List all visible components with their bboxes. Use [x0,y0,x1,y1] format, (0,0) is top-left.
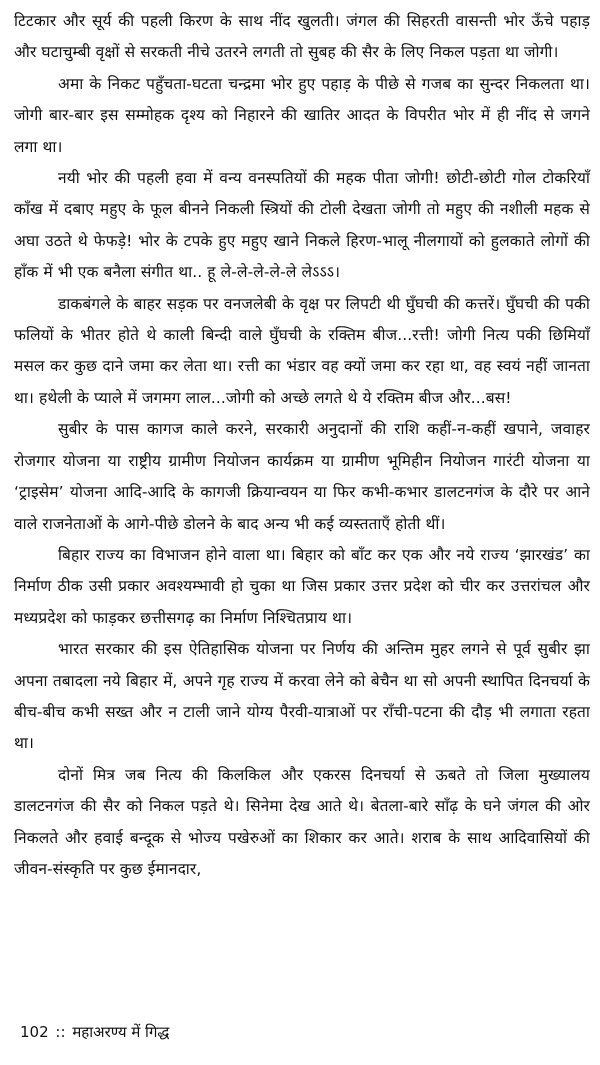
page-footer [20,1020,169,1044]
paragraph-1: टिटकार और सूर्य की पहली किरण के साथ नींद खुलती। जंगल की सिहरती वासन्ती भोर ऊँचे पहाड़ और घटाचुम्बी वृक्षों से सरकती नीचे उतरने लगती तो सुबह की सैर के लिए निकल पड़ता था जोगी। [14,12,590,62]
paragraph-4: डाकबंगले के बाहर सड़क पर वनजलेबी के वृक्ष पर लिपटी थी घुँघची की कत्तरें। घुँघची की पकी फलियों के भीतर होते थे काली बिन्दी वाले घुँघची के रक्तिम बीज...रत्ती! जोगी नित्य पकी छिमियाँ मसल कर कुछ दाने जमा कर लेता था। रत्ती का भंडार वह क्यों जमा कर रहा था, वह स्वयं नहीं जानता था। हथेली के प्याले में जगमग लाल...जोगी को अच्छे लगते थे ये रक्तिम बीज और...बस! [14,294,590,407]
footer-separator: :: [55,1023,66,1041]
paragraph-8: दोनों मित्र जब नित्य की किलकिल और एकरस दिनचर्या से ऊबते तो जिला मुख्यालय डालटनगंज की सैर को निकल पड़ते थे। सिनेमा देख आते थे। बेतला-बारे साँढ़ के घने जंगल की ओर निकलते और हवाई बन्दूक से भोज्य पखेरुओं का शिकार कर आते। शराब के साथ आदिवासियों की जीवन-संस्कृति पर कुछ ईमानदार, [14,765,590,878]
book-title: महाअरण्य में गिद्ध [72,1023,170,1041]
paragraph-6: बिहार राज्य का विभाजन होने वाला था। बिहार को बाँट कर एक और नये राज्य ‘झारखंड’ का निर्माण ठीक उसी प्रकार अवश्यम्भावी हो चुका था जिस प्रकार उत्तर प्रदेश को चीर कर उत्तरांचल और मध्यप्रदेश को फाड़कर छत्तीसगढ़ का निर्माण निश्चितप्राय था। [14,545,590,627]
page-number: 102 [20,1023,49,1041]
page-body [14,6,590,885]
paragraph-3: नयी भोर की पहली हवा में वन्य वनस्पतियों की महक पीता जोगी! छोटी-छोटी गोल टोकरियाँ काँख में दबाए महुए के फूल बीनने निकली स्त्रियों की टोली देखता जोगी तो महुए की नशीली महक से अघा उठते थे फेफड़े! भोर के टपके हुए महुए खाने निकले हिरण-भालू नीलगायों को हुलकाते लोगों की हाँक में भी एक बनैला संगीत था.. हू ले-ले-ले-ले-ले लेऽऽऽ। [14,169,591,282]
paragraph-7: भारत सरकार की इस ऐतिहासिक योजना पर निर्णय की अन्तिम मुहर लगने से पूर्व सुबीर झा अपना तबादला नये बिहार में, अपने गृह राज्य में करवा लेने को बेचैन था सो अपनी स्थापित दिनचर्या के बीच-बीच कभी सख्त और न टाली जाने योग्य पैरवी-यात्राओं पर राँची-पटना की दौड़ भी लगाता रहता था। [14,640,590,753]
paragraph-5: सुबीर के पास कागज काले करने, सरकारी अनुदानों की राशि कहीं-न-कहीं खपाने, जवाहर रोजगार योजना या राष्ट्रीय ग्रामीण नियोजन कार्यक्रम या ग्रामीण भूमिहीन नियोजन गारंटी योजना या ‘ट्राइसेम’ योजना आदि-आदि के कागजी क्रियान्वयन या फिर कभी-कभार डालटनगंज के दौरे पर आने वाले राजनेताओं के आगे-पीछे डोलने के बाद अन्य भी कई व्यस्तताएँ होती थीं। [14,420,590,533]
paragraph-2: अमा के निकट पहुँचता-घटता चन्द्रमा भोर हुए पहाड़ के पीछे से गजब का सुन्दर निकलता था। जोगी बार-बार इस सम्मोहक दृश्य को निहारने की खातिर आदत के विपरीत भोर में ही नींद से जगने लगा था। [14,74,590,156]
